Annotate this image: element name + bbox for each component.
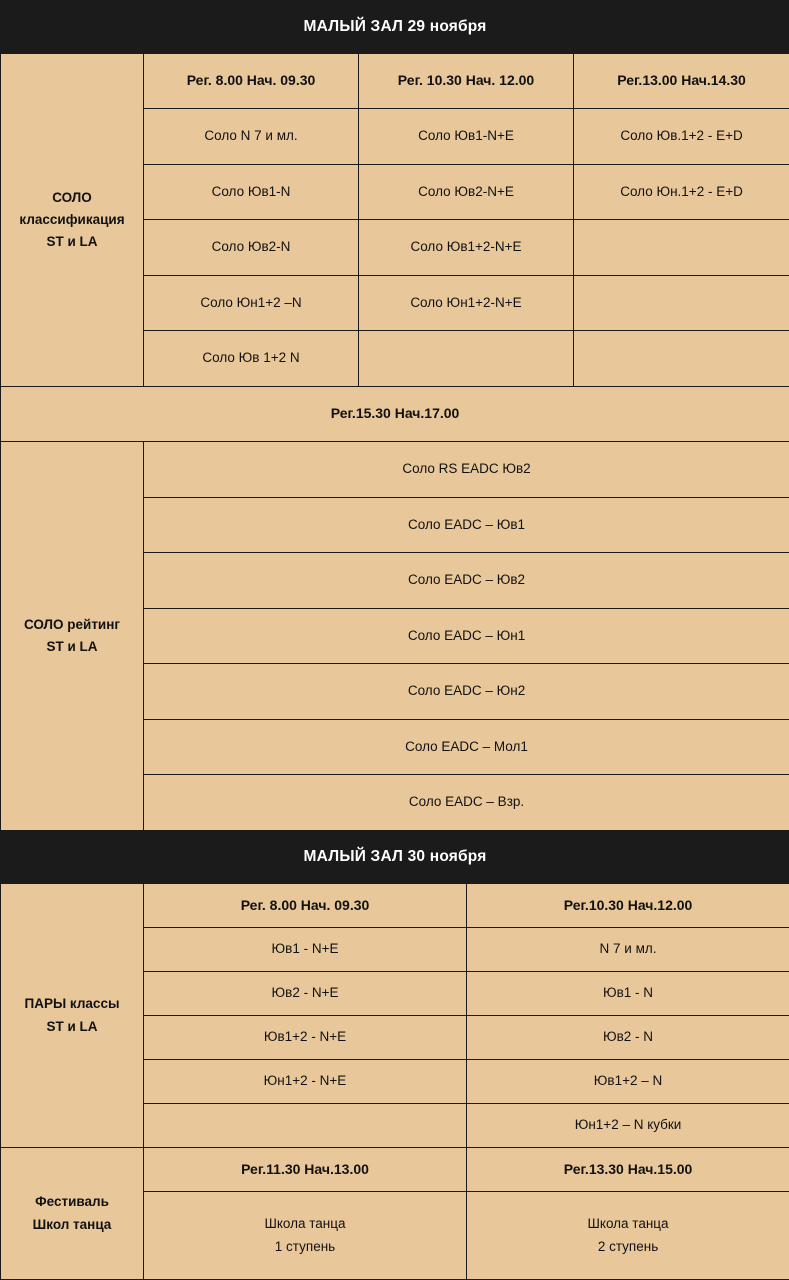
event-cell: Соло Юн1+2-N+E bbox=[359, 276, 574, 331]
festival-cell-line: Школа танца bbox=[587, 1215, 669, 1231]
event-cell: Соло Юв.1+2 - E+D bbox=[574, 109, 789, 165]
event-cell bbox=[574, 276, 789, 331]
event-cell bbox=[574, 220, 789, 276]
event-cell bbox=[144, 1104, 467, 1148]
pairs-label-line: ПАРЫ классы bbox=[24, 996, 120, 1012]
festival-cell-line: 1 ступень bbox=[274, 1238, 336, 1254]
rating-time-header: Рег.15.30 Нач.17.00 bbox=[1, 387, 789, 442]
event-cell: Юв1 - N bbox=[467, 972, 789, 1016]
time-header: Рег.11.30 Нач.13.00 bbox=[144, 1148, 467, 1192]
solo-rating-label-line: ST и LA bbox=[46, 639, 98, 654]
time-header: Рег.10.30 Нач.12.00 bbox=[467, 884, 789, 928]
rating-event-cell: Соло EADC – Юв1 bbox=[144, 498, 789, 553]
time-header: Рег. 8.00 Нач. 09.30 bbox=[144, 54, 359, 109]
event-cell: Соло Юв1-N bbox=[144, 165, 359, 220]
solo-rating-label bbox=[1, 442, 144, 831]
event-cell: Юв1+2 – N bbox=[467, 1060, 789, 1104]
event-cell: Юв1 - N+E bbox=[144, 928, 467, 972]
event-cell: Юв1+2 - N+E bbox=[144, 1016, 467, 1060]
event-cell: Соло Юв 1+2 N bbox=[144, 331, 359, 387]
event-cell: Соло Юн1+2 –N bbox=[144, 276, 359, 331]
festival-label-line: Школ танца bbox=[32, 1216, 112, 1232]
festival-label bbox=[1, 1148, 144, 1280]
time-header: Рег.13.30 Нач.15.00 bbox=[467, 1148, 789, 1192]
day2-title: МАЛЫЙ ЗАЛ 30 ноября bbox=[1, 831, 789, 884]
event-cell: Соло Юв1+2-N+E bbox=[359, 220, 574, 276]
solo-class-label-line: классификация bbox=[19, 211, 125, 227]
rating-event-cell: Соло EADC – Юн2 bbox=[144, 664, 789, 720]
event-cell: N 7 и мл. bbox=[467, 928, 789, 972]
event-cell: Юв2 - N bbox=[467, 1016, 789, 1060]
event-cell: Юв2 - N+E bbox=[144, 972, 467, 1016]
rating-event-cell: Соло EADC – Взр. bbox=[144, 775, 789, 831]
event-cell: Соло Юв2-N bbox=[144, 220, 359, 276]
event-cell bbox=[574, 331, 789, 387]
festival-cell bbox=[144, 1192, 467, 1280]
solo-class-label-line: ST и LA bbox=[46, 234, 98, 250]
event-cell: Юн1+2 – N кубки bbox=[467, 1104, 789, 1148]
rating-event-cell: Соло EADC – Мол1 bbox=[144, 720, 789, 775]
rating-event-cell: Соло EADC – Юн1 bbox=[144, 609, 789, 664]
festival-cell-line: Школа танца bbox=[264, 1215, 346, 1231]
event-cell: Соло Юв1-N+E bbox=[359, 109, 574, 165]
pairs-label-line: ST и LA bbox=[46, 1018, 98, 1034]
pairs-label bbox=[1, 884, 144, 1148]
time-header: Рег. 8.00 Нач. 09.30 bbox=[144, 884, 467, 928]
day1-title: МАЛЫЙ ЗАЛ 29 ноября bbox=[1, 1, 789, 54]
time-header: Рег.13.00 Нач.14.30 bbox=[574, 54, 789, 109]
event-cell bbox=[359, 331, 574, 387]
event-cell: Юн1+2 - N+E bbox=[144, 1060, 467, 1104]
solo-rating-label-line: СОЛО рейтинг bbox=[23, 616, 121, 632]
festival-label-line: Фестиваль bbox=[35, 1194, 109, 1210]
solo-class-label-line: СОЛО bbox=[52, 189, 92, 205]
festival-cell-line: 2 ступень bbox=[597, 1238, 659, 1254]
event-cell: Соло Юн.1+2 - E+D bbox=[574, 165, 789, 220]
solo-class-label bbox=[1, 54, 144, 387]
rating-event-cell: Соло EADC – Юв2 bbox=[144, 553, 789, 609]
event-cell: Соло Юв2-N+E bbox=[359, 165, 574, 220]
time-header: Рег. 10.30 Нач. 12.00 bbox=[359, 54, 574, 109]
rating-event-cell: Соло RS EADC Юв2 bbox=[144, 442, 789, 498]
festival-cell bbox=[467, 1192, 789, 1280]
event-cell: Соло N 7 и мл. bbox=[144, 109, 359, 165]
